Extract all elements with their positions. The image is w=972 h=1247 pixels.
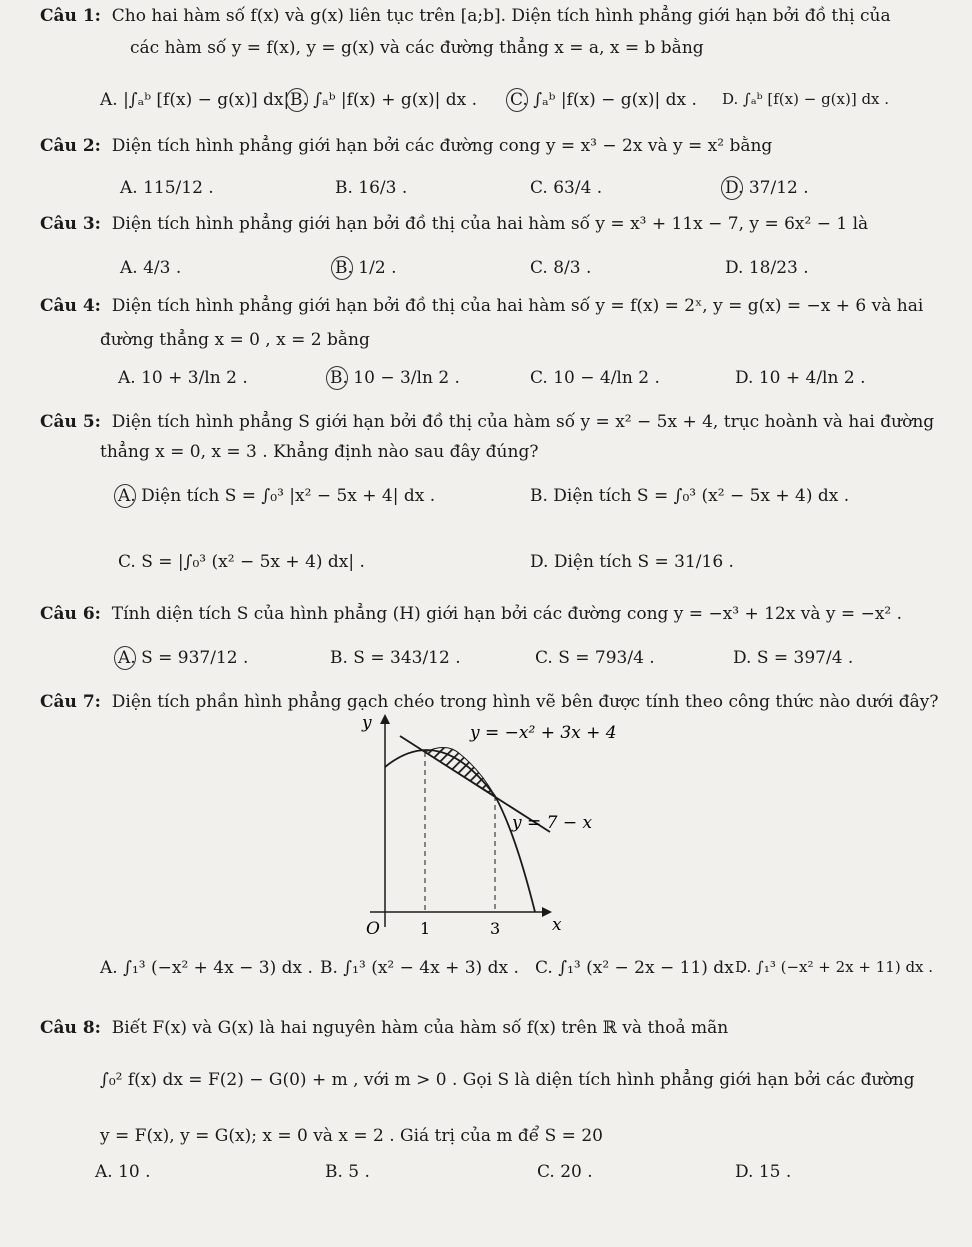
q6-option-c[interactable]: C. S = 793/4 . (535, 648, 655, 668)
q2-label: Câu 2: (40, 136, 101, 156)
q4-option-a[interactable]: A. 10 + 3/ln 2 . (118, 368, 248, 388)
q7-x-axis-arrow-icon (542, 907, 552, 917)
q4-stem: Câu 4: Diện tích hình phẳng giới hạn bởi đồ thị của hai hàm số y = f(x) = 2ˣ, y = g(x) = −x + 6 và hai (40, 296, 924, 316)
q1-stem: Câu 1: Cho hai hàm số f(x) và g(x) liên tục trên [a;b]. Diện tích hình phẳng giới hạn bởi đồ thị của (40, 6, 891, 26)
q2-option-b[interactable]: B. 16/3 . (335, 178, 408, 198)
q6-option-b[interactable]: B. S = 343/12 . (330, 648, 461, 668)
q7-curve2-label: y = 7 − x (512, 813, 593, 833)
q7-hatched-region (425, 747, 495, 796)
q7-stem: Câu 7: Diện tích phần hình phẳng gạch chéo trong hình vẽ bên được tính theo công thức nào dưới đây? (40, 692, 939, 712)
q7-option-b[interactable]: B. ∫₁³ (x² − 4x + 3) dx . (320, 958, 519, 978)
q3-stem: Câu 3: Diện tích hình phẳng giới hạn bởi đồ thị của hai hàm số y = x³ + 11x − 7, y = 6x² − 1 là (40, 214, 869, 234)
q1-option-a[interactable]: A. |∫ₐᵇ [f(x) − g(x)] dx| (100, 90, 290, 110)
q7-x-label: x (552, 915, 562, 935)
q2-option-a[interactable]: A. 115/12 . (120, 178, 214, 198)
q2-option-c[interactable]: C. 63/4 . (530, 178, 603, 198)
q4-option-b[interactable]: B. 10 − 3/ln 2 . (330, 368, 460, 388)
q8-stem: Câu 8: Biết F(x) và G(x) là hai nguyên hàm của hàm số f(x) trên ℝ và thoả mãn (40, 1018, 729, 1038)
q5-stem-2: thẳng x = 0, x = 3 . Khẳng định nào sau đây đúng? (100, 442, 539, 462)
q7-y-axis-arrow-icon (380, 714, 390, 724)
q7-tick-1: 1 (420, 919, 431, 938)
q8-option-b[interactable]: B. 5 . (325, 1162, 370, 1182)
q6-mark-a-icon (114, 646, 136, 670)
q5-option-c[interactable]: C. S = |∫₀³ (x² − 5x + 4) dx| . (118, 552, 365, 572)
q4-stem-2: đường thẳng x = 0 , x = 2 bằng (100, 330, 370, 350)
q4-option-d[interactable]: D. 10 + 4/ln 2 . (735, 368, 866, 388)
q7-graph (340, 712, 640, 942)
q5-stem: Câu 5: Diện tích hình phẳng S giới hạn bởi đồ thị của hàm số y = x² − 5x + 4, trục hoành và hai đường (40, 412, 935, 432)
q7-label: Câu 7: (40, 692, 101, 712)
q1-stem-2: các hàm số y = f(x), y = g(x) và các đường thẳng x = a, x = b bằng (130, 38, 704, 58)
q5-option-a[interactable]: A. Diện tích S = ∫₀³ |x² − 5x + 4| dx . (118, 486, 436, 506)
q3-mark-b-icon (331, 256, 353, 280)
q4-label: Câu 4: (40, 296, 101, 316)
q8-stem-2: ∫₀² f(x) dx = F(2) − G(0) + m , với m > 0 . Gọi S là diện tích hình phẳng giới hạn bởi các đường (100, 1070, 915, 1090)
q5-option-b[interactable]: B. Diện tích S = ∫₀³ (x² − 5x + 4) dx . (530, 486, 850, 506)
q5-label: Câu 5: (40, 412, 101, 432)
q2-option-d[interactable]: D. 37/12 . (725, 178, 809, 198)
q5-option-d[interactable]: D. Diện tích S = 31/16 . (530, 552, 734, 572)
q7-option-a[interactable]: A. ∫₁³ (−x² + 4x − 3) dx . (100, 958, 313, 978)
q1-option-b[interactable]: B. ∫ₐᵇ |f(x) + g(x)| dx . (290, 90, 477, 110)
q4-option-c[interactable]: C. 10 − 4/ln 2 . (530, 368, 660, 388)
q7-y-label: y (362, 713, 372, 733)
q3-option-b[interactable]: B. 1/2 . (335, 258, 397, 278)
q1-label: Câu 1: (40, 6, 101, 26)
q3-label: Câu 3: (40, 214, 101, 234)
q7-curve1-label: y = −x² + 3x + 4 (470, 723, 617, 743)
q8-option-c[interactable]: C. 20 . (537, 1162, 593, 1182)
q2-stem: Câu 2: Diện tích hình phẳng giới hạn bởi các đường cong y = x³ − 2x và y = x² bằng (40, 136, 773, 156)
q5-mark-a-icon (114, 484, 136, 508)
q8-option-a[interactable]: A. 10 . (95, 1162, 151, 1182)
q8-label: Câu 8: (40, 1018, 101, 1038)
q1-mark-c-icon (506, 88, 528, 112)
q1-mark-b-icon (286, 88, 308, 112)
q7-origin-label: O (366, 919, 380, 939)
q4-mark-b-icon (326, 366, 348, 390)
q6-option-a[interactable]: A. S = 937/12 . (118, 648, 249, 668)
q6-label: Câu 6: (40, 604, 101, 624)
q8-stem-3: y = F(x), y = G(x); x = 0 và x = 2 . Giá trị của m để S = 20 (100, 1126, 603, 1146)
q1-option-c[interactable]: C. ∫ₐᵇ |f(x) − g(x)| dx . (510, 90, 697, 110)
q6-option-d[interactable]: D. S = 397/4 . (733, 648, 854, 668)
q7-tick-3: 3 (490, 919, 501, 938)
q7-option-d[interactable]: D. ∫₁³ (−x² + 2x + 11) dx . (735, 958, 934, 976)
q3-option-c[interactable]: C. 8/3 . (530, 258, 592, 278)
q6-stem: Câu 6: Tính diện tích S của hình phẳng (H) giới hạn bởi các đường cong y = −x³ + 12x và y = −x² . (40, 604, 903, 624)
q1-option-d[interactable]: D. ∫ₐᵇ [f(x) − g(x)] dx . (722, 90, 890, 108)
q8-option-d[interactable]: D. 15 . (735, 1162, 792, 1182)
q3-option-d[interactable]: D. 18/23 . (725, 258, 809, 278)
q7-option-c[interactable]: C. ∫₁³ (x² − 2x − 11) dx . (535, 958, 745, 978)
q2-mark-d-icon (721, 176, 743, 200)
q3-option-a[interactable]: A. 4/3 . (120, 258, 182, 278)
